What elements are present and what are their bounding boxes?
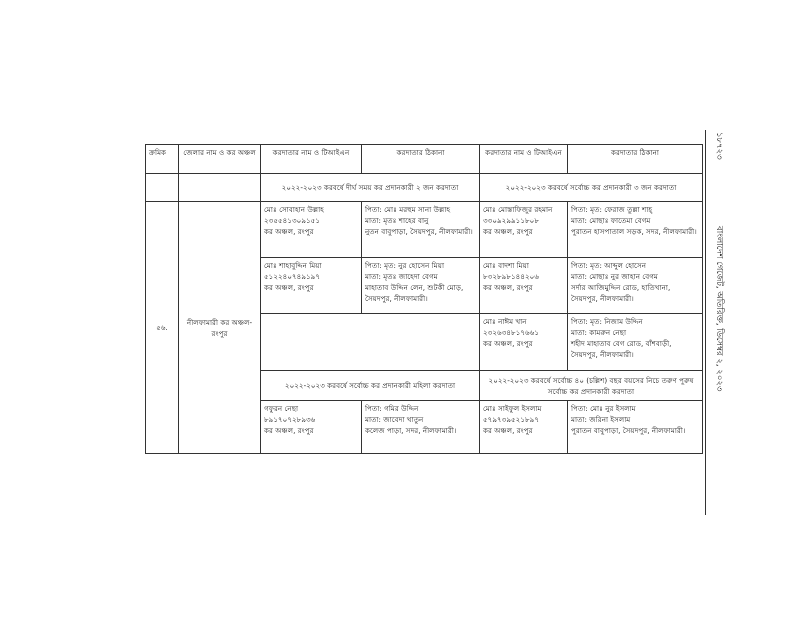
taxpayer-address-cell: পিতা: মৃত: আব্দুল হোসেন মাতা: মোছাঃ নুর জাহান বেগম সর্দার আজিমুদ্দিন রোড, হাতিখানা, সৈয়দপুর, নীলফামারী। [568,258,703,314]
taxpayer-address-cell: পিতা: গমির উদ্দিন মাতা: জাবেদা খাতুন কলেজ পাড়া, সদর, নীলফামারী। [362,401,480,454]
table-row [146,202,703,258]
taxpayer-name-cell: মোঃ নাঈম খান ২৩২৬৩৪৮১৭৬৬১ কর অঞ্চল, রংপুর [480,314,568,371]
header-row [146,145,703,174]
serial-cell: ৫৬. [146,202,179,454]
header-taxpayer-name: করদাতার নাম ও টিআইএন [261,145,362,174]
taxpayer-address-cell: পিতা: মোঃ মরহুম সানা উল্লাহ মাতা: মৃতঃ শাহের বানু নুতন বাবুপাড়া, সৈয়দপুর, নীলফামারী। [362,202,480,258]
header-serial: ক্রমিক [146,145,179,174]
section1-right-title: ২০২২-২০২৩ করবর্ষে সর্বোচ্চ কর প্রদানকারী ৩ জন করদাতা [480,174,703,202]
taxpayer-name-cell: গফুরন নেছা ৮৯১৭০৭২৮৯৩৬ কর অঞ্চল, রংপুর [261,401,362,454]
empty-cell [261,314,480,371]
header-taxpayer-name-2: করদাতার নাম ও টিআইএন [480,145,568,174]
section1-row [146,174,703,202]
taxpayer-address-cell: পিতা: মৃত: নুর হোসেন মিয়া মাতা: মৃতঃ জাহেদা বেগম মাহাতাব উদ্দিন লেন, শুটকী মোড়, সৈয়দপুর, নীলফামারী। [362,258,480,314]
taxpayer-address-cell: পিতা: মৃত: ফেরাজ তুল্লা শাহ্ মাতা: মোছাঃ ফাতেমা বেগম পুরাতন হাসপাতাল সড়ক, সদর, নীলফামারী। [568,202,703,258]
running-title: বাংলাদেশ গেজেট, অতিরিক্ত, ডিসেম্বর ২, ২০২৩ [714,226,724,392]
taxpayer-name-cell: মোঃ মোস্তাফিজুর রহমান ৩৩০৯২৯৯১১৮০৮ কর অঞ্চল, রংপুর [480,202,568,258]
taxpayer-name-cell: মোঃ সাইফুল ইসলাম ৫৭৯৭৩৯৫২১৮৯৭ কর অঞ্চল, রংপুর [480,401,568,454]
section2-left-title: ২০২২-২০২৩ করবর্ষে সর্বোচ্চ কর প্রদানকারী মহিলা করদাতা [261,371,480,401]
header-district: জেলার নাম ও কর অঞ্চল [179,145,261,174]
section2-right-title: ২০২২-২০২৩ করবর্ষে সর্বোচ্চ ৪০ (চল্লিশ) বছর বয়সের নিচে তরুণ পুরুষ সর্বোচ্চ কর প্রদানকারী করদাতা [480,371,703,401]
header-taxpayer-address: করদাতার ঠিকানা [362,145,480,174]
header-taxpayer-address-2: করদাতার ঠিকানা [568,145,703,174]
taxpayer-address-cell: পিতা: মৃত: নিজাম উদ্দিন মাতা: কামরুন নেছা শহীদ মাহাতাব বেগ রোড, বাঁশবাড়ী, সৈয়দপুর, নীলফামারী। [568,314,703,371]
taxpayer-name-cell: মোঃ শাহাবুদ্দিন মিয়া ৫১২২৪০৭৪৯১৯৭ কর অঞ্চল, রংপুর [261,258,362,314]
district-cell: নীলফামারী কর অঞ্চল-রংপুর [179,202,261,454]
taxpayer-name-cell: মোঃ বাদশা মিয়া ৮৩২৮৯৮১৪৪২০৬ কর অঞ্চল, রংপুর [480,258,568,314]
running-header [705,130,735,510]
taxpayer-table [145,144,703,454]
taxpayer-name-cell: মোঃ সোবাহান উল্লাহ ২৩৫৫৪১৩০৯১৫১ কর অঞ্চল, রংপুর [261,202,362,258]
section1-left-title: ২০২২-২০২৩ করবর্ষে দীর্ঘ সময় কর প্রদানকারী ২ জন করদাতা [261,174,480,202]
taxpayer-address-cell: পিতা: মোঃ নুর ইসলাম মাতা: জরিনা ইসলাম পুরাতন বাবুপাড়া, সৈয়দপুর, নীলফামারী। [568,401,703,454]
page-number: ১৮৭২৩ [714,132,724,160]
